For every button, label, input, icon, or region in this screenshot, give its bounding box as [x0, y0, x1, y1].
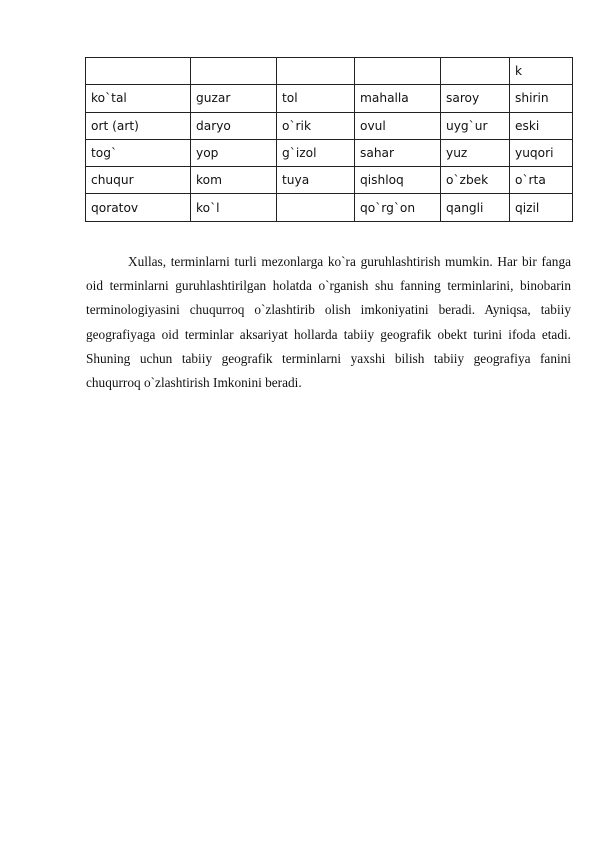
- table-cell: o`rik: [277, 112, 355, 139]
- table-cell: qangli: [441, 194, 510, 221]
- table-cell: shirin: [510, 85, 573, 112]
- table-cell: tog`: [86, 139, 191, 166]
- table-cell: ko`tal: [86, 85, 191, 112]
- table-cell: o`zbek: [441, 167, 510, 194]
- table-cell: chuqur: [86, 167, 191, 194]
- table-cell: qo`rg`on: [355, 194, 441, 221]
- paragraph: Xullas, terminlarni turli mezonlarga ko`ra guruhlashtirish mumkin. Har bir fanga oid terminlarni guruhlashtirilgan holatda o`rganish shu fanning terminlarini, binobarin terminologiyasini chuqurroq o`zlashtirib olish imkoniyatini beradi. Ayniqsa, tabiiy geografiyaga oid terminlar aksariyat hollarda tabiiy geografik obekt turini ifoda etadi. Shuning uchun tabiiy geografik terminlarni yaxshi bilish tabiiy geografiya fanini chuqurroq o`zlashtirish Imkonini beradi.: [86, 254, 571, 391]
- table-cell: yop: [191, 139, 277, 166]
- table-cell: guzar: [191, 85, 277, 112]
- table-cell: kom: [191, 167, 277, 194]
- table-cell: [441, 58, 510, 85]
- table-cell: qizil: [510, 194, 573, 221]
- table-cell: [277, 58, 355, 85]
- table-cell: qoratov: [86, 194, 191, 221]
- table-cell: yuz: [441, 139, 510, 166]
- table-cell: saroy: [441, 85, 510, 112]
- table-cell: tol: [277, 85, 355, 112]
- table-cell: o`rta: [510, 167, 573, 194]
- table-cell: ovul: [355, 112, 441, 139]
- table-cell: [277, 194, 355, 221]
- table-cell: [191, 58, 277, 85]
- table-cell: mahalla: [355, 85, 441, 112]
- table-cell: ort (art): [86, 112, 191, 139]
- table-cell: yuqori: [510, 139, 573, 166]
- table-row: [86, 194, 573, 221]
- table-row: [86, 58, 573, 85]
- table-cell: uyg`ur: [441, 112, 510, 139]
- table-cell: qishloq: [355, 167, 441, 194]
- terms-table: [85, 57, 573, 222]
- table-row: [86, 167, 573, 194]
- table-row: [86, 112, 573, 139]
- body-text: [86, 250, 571, 395]
- table-cell: [86, 58, 191, 85]
- table-cell: [355, 58, 441, 85]
- table-cell: g`izol: [277, 139, 355, 166]
- table-cell: sahar: [355, 139, 441, 166]
- table-cell: daryo: [191, 112, 277, 139]
- table-row: [86, 139, 573, 166]
- table-cell: tuya: [277, 167, 355, 194]
- table-row: [86, 85, 573, 112]
- table-cell: eski: [510, 112, 573, 139]
- table-cell: k: [510, 58, 573, 85]
- table-cell: ko`l: [191, 194, 277, 221]
